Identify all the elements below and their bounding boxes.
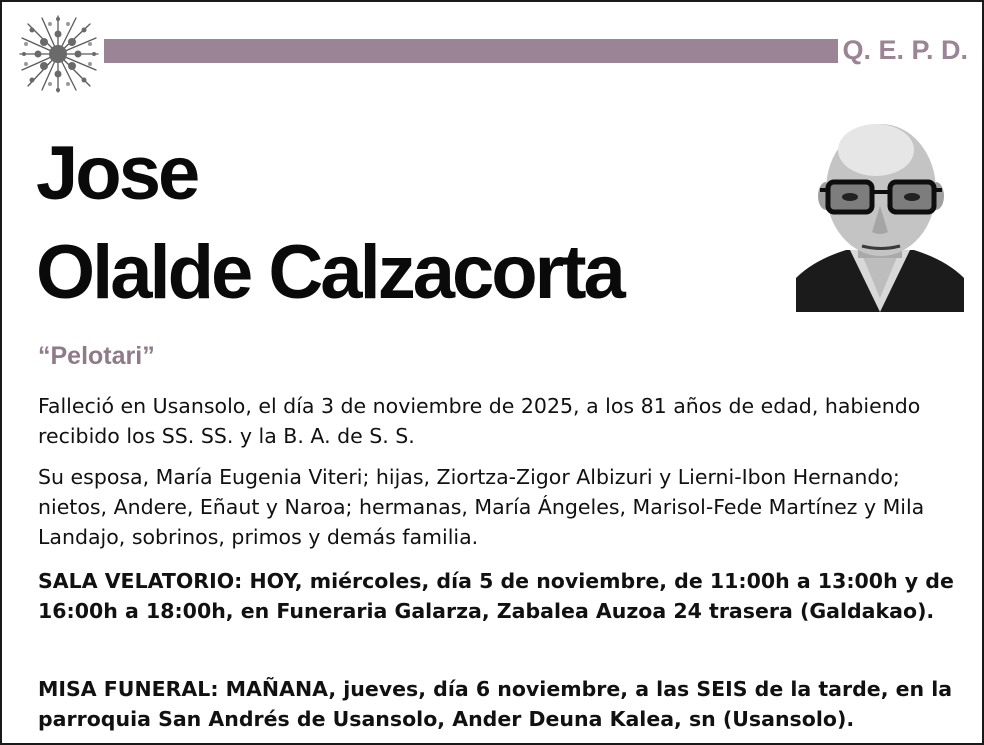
qepd-label: Q. E. P. D. <box>842 35 968 65</box>
deceased-surnames: Olalde Calzacorta <box>36 230 623 315</box>
wake-info-text: SALA VELATORIO: HOY, miércoles, día 5 de noviembre, de 11:00h a 13:00h y de 16:00h a 18:00h, en Funeraria Galarza, Zabalea Auzoa 24 trasera (Galdakao). <box>38 569 954 623</box>
funeral-mass-text: MISA FUNERAL: MAÑANA, jueves, día 6 noviembre, a las SEIS de la tarde, en la parroquia San Andrés de Usansolo, Ander Deuna Kalea, sn (Usansolo). <box>38 677 953 731</box>
header-band <box>104 39 838 63</box>
deceased-first-name: Jose <box>36 131 198 216</box>
flower-icon <box>14 12 102 96</box>
deceased-nickname: “Pelotari” <box>38 342 155 370</box>
portrait-photo <box>796 110 964 312</box>
family-text: Su esposa, María Eugenia Viteri; hijas, Ziortza-Zigor Albizuri y Lierni-Ibon Hernando; nietos, Andere, Eñaut y Naroa; hermanas, María Ángeles, Marisol-Fede Martínez y Mila Landajo, sobrinos, primos y demás familia. <box>38 465 925 549</box>
death-notice-text: Falleció en Usansolo, el día 3 de noviembre de 2025, a los 81 años de edad, habiendo recibido los SS. SS. y la B. A. de S. S. <box>38 394 921 448</box>
